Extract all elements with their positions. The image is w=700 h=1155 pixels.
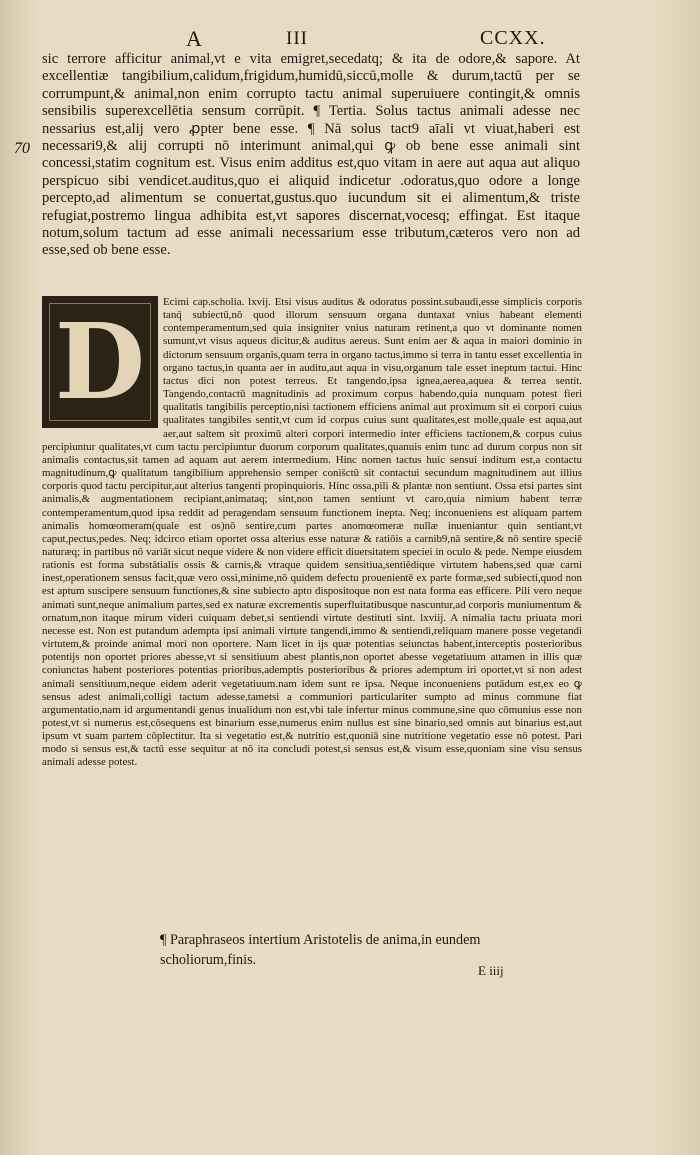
colophon: ¶ Paraphraseos intertium Aristotelis de anima,in eundem scholiorum,finis. bbox=[160, 932, 481, 968]
scholia-section bbox=[42, 296, 582, 770]
paraphrase-text: sic terrore afficitur animal,vt e vita emigret,secedatq; & ita de odore,& sapore. At excellentiæ tangibilium,calidum,frigidum,humidū,siccū,molle & durum,tactū per se corrumpunt,& animal,non enim corrupto tactu animal superuiuere contingit,& omnis sensibilis superexcellētia sensum corrūpit. ¶ Tertia. Solus tactus animali adesse nec nessarius est,alij vero ꝓpter bene esse. ¶ Nā solus tact9 aīali vt viuat,haberi est necessari9,& alij corrupti nō interimunt animal,qui ꝙ ob bene esse animali sint concessi,statim cognitum est. Visus enim additus est,quo vitam in aere aut aqua aut aliquo perspicuo sibi vendicet.auditus,quo ei aliquid indicetur .odoratus,quo odore a longe percepto,ad alimentum se conuertat,gustus.quo iucundum sit ei alimentum,& triste refugiat,postremo lingua adhibita est,vt sapores discernat,vocesq; effingat. Est itaque notum,solum tactum ad esse animali necessarium esse tributum,cæteros vero non ad esse,sed ob bene esse. bbox=[42, 51, 580, 259]
scholia-text: Ecimi cap.scholia. lxvij. Etsi visus auditus & odoratus possint.subaudi,esse simplicis corporis tanq̄ subiectū,nō quod illorum sensuum organa duntaxat vnius habeant elementi contemperamentum,sed quia insigniter vnius naturam retinent,a quo vt dominante nomen sumunt,vt visus aqueus dicitur,& auditus aereus. Sunt enim aer & aqua in maiori dominio in dictorum sensuum organis,quam terra in organo tactus,immo si terra in tantu esset excellentia in organo tactus,in quanta aer in auditu,aut aqua in visu,organum tale esset ineptum tactui. Hinc tactus dici non potest terreus. Et tangendo,ipsa ignea,aerea,aquea & terrea sentit. Tangendo,contactū magnitudinis ad proximum corpus habendo,quia nunquam potest fieri qualitatis tangibilis perceptio,nisi tactionem efficiens animal aut proximum sit ei corpori cuius qualitates tangibiles sentit,vt cum id corpus cuius sunt qualitates,est molle,quale est aqua,aut aer,aut saltem sit proximū alteri corpori intermedio inter efficiens tactionem,& corpus cuius percipiuntur qualitates,vt cum tactu percipiuntur duorum corporum qualitates,quanuis enim tunc ad durum corpus non sit animalis contactus,sit tamen ad aquam aut aerem intermedium. Hinc nomen tactus huic sensui inditum est,a contactu magnitudinum,ꝙ qualitatum tangibilium apprehensio semper conis̄ctū sit contactui secundum magnitudinem aut illius corporis quod tactu percipitur,aut alterius tangenti propinquioris. Hinc ossa,pili & plantæ non sentiunt. Ossa etsi partes sint animalis,& augmentationem recipiant,animataq; sint,non tamen sentiunt vt caro,quia nimium habent terræ contemperamentum,quod ipsa reddit ad peragendam sensuum functionem inepta. Neq; inconueniens est aliquam partem animalis homœomeram(quale est os)nō sentire,cum partes anomœomeræ nullæ inueniantur quin sentiant,vt caput,pectus,pedes. Neq; idcirco etiam oportet ossa alterius esse naturæ & ratiōis a carnib9,nā sentire,& nō sentire speciē naturæq; in partibus nō variāt sicut neque videre & non videre efficit diuersitatem speciei in oculo & pede. Nempe eiusdem rationis est forma substātialis ossis & carnis,& vtraque quidem sensitiua,sentiēdique virtutem habens,sed quæ carni inest,operationem sensus facit,quæ vero ossi,minime,nō quidem defectu prouenientē ex parte formæ,sed subiecti,quod non est aptum suscipere sensuum functiones,& sine subiecto apto dispositoque non est nata forma eas efficere. Pili vero neque animati sunt,neque animalium partes,sed ex naturæ excrementis superfluitatibusque nascuntur,ad corporis muniumentum & ornatum,non itaque mirum videri cuiquam debet,si sentiendi virtute destituti sint. lxviij. A nimalia tactu priuata mori necesse est. Non est putandum adempta ipsi animali virtute tangendi,immo & sentiendi,reliquam manere posse vegetandi virtutem,& proinde animal mori non oportere. Nam licet in ijs quæ potentias seiunctas habent,interceptis posterioribus potentijs non oportet priores abesse,vt si sensitiuum abest plantis,non oportet abesse vegetatiuum attamen in illis quæ coniunctas habent posteriores potentias prioribus,ademptis posterioribus & priores ademptum iri oportet,vt si non adest animali sensitiuum,neque eidem aderit vegetatiuum.nam idem sunt re ipsa. Neque inconueniens putādum est,ex eo ꝙ sensus adest animali,colligi tactum adesse,tametsi a communiori particulariter sumpto ad minus commune fiat argumentatio,nam id argumentandi genus inualidum non est,vbi tale infertur minus commune,sine quo cōmunius esse non potest,vt si numerus est,cōsequens est binarium esse,numerus enim nullus est sine binario,sed omnis aut binarius est,aut ipsum vt suam partem cōplectitur. Ita si vegetatio est,& nutritio est,quoniā sine nutritione vegetatio esse nō potest. Pari modo si sensus est,& tactū esse sequitur at nō ita concludi potest,si sensus est,& visum esse,quoniam sine visu sensus animali adesse potest. bbox=[42, 296, 582, 769]
signature-letter: A bbox=[186, 26, 203, 51]
initial-letter: D bbox=[54, 300, 146, 423]
margin-note-number: 70 bbox=[14, 140, 30, 157]
folio-number: CCXX. bbox=[480, 27, 546, 49]
decorated-initial bbox=[42, 296, 158, 428]
book-number: III bbox=[286, 28, 308, 49]
signature-mark: E iiij bbox=[478, 963, 504, 978]
